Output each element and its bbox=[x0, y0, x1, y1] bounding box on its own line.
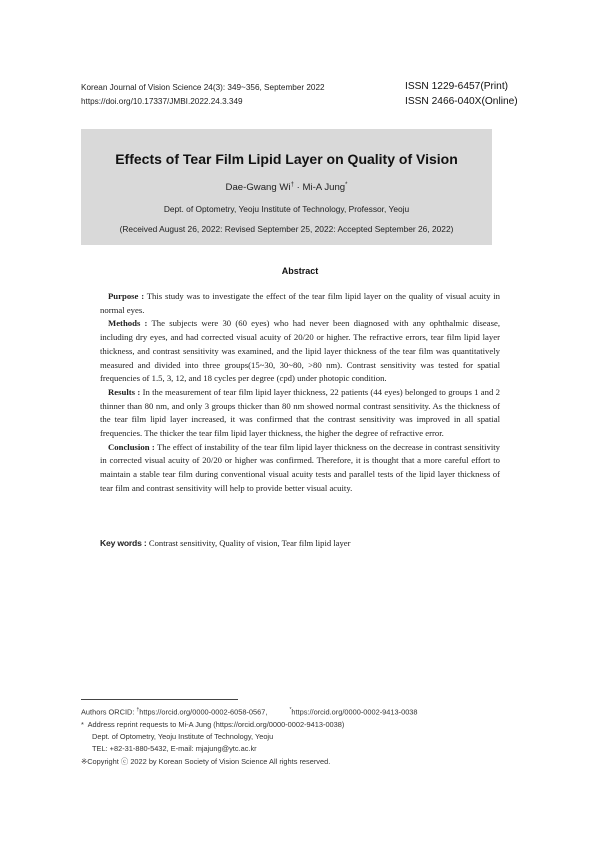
paper-title: Effects of Tear Film Lipid Layer on Quality of Vision bbox=[115, 151, 458, 167]
conclusion-label: Conclusion : bbox=[108, 441, 155, 452]
author-2: Mi-A Jung bbox=[302, 182, 346, 194]
author-1: Dae-Gwang Wi bbox=[225, 182, 291, 194]
reprint-mark: * bbox=[81, 719, 84, 729]
orcid-2-mark: * bbox=[289, 707, 292, 713]
reprint-dept: Dept. of Optometry, Yeoju Institute of Technology, Yeoju bbox=[92, 732, 274, 742]
purpose-text: This study was to investigate the effect of the tear film lipid layer on the quality of visual acuity in normal eyes. bbox=[100, 291, 500, 315]
abstract-conclusion bbox=[100, 441, 500, 496]
methods-text: The subjects were 30 (60 eyes) who had never been diagnosed with any ophthalmic disease, including dry eyes, and had corrected visual acuity of 20/20 or higher. The refractive errors, tear film lipid layer thickness, and contrast sensitivity was examined, and the lipid layer thickness of the tear film was quantitatively measured and divided into three groups(15~30, 30~80, >80 nm). Contrast sensitivity was tested for spatial frequencies of 1.5, 3, 12, and 18 cycles per degree (cpd) under photopic condition. bbox=[100, 318, 500, 384]
conclusion-text: The effect of instability of the tear film lipid layer thickness on the decrease in contrast sensitivity in corrected visual acuity of 20/20 or higher was confirmed. Therefore, it is thought that a more careful effort to maintain a stable tear film during conventional visual acuity tests and parallel tests of the lipid layer thickness of tear film and contrast sensitivity will help to provide better visual acuity. bbox=[100, 441, 500, 493]
author-2-mark: * bbox=[345, 182, 348, 188]
orcid-line bbox=[81, 704, 418, 719]
issn-block bbox=[405, 79, 518, 109]
reprint-request: Address reprint requests to Mi-A Jung (https://orcid.org/0000-0002-9413-0038) bbox=[87, 719, 345, 729]
reprint-contact: TEL: +82-31-880-5432, E-mail: mjajung@ytc.ac.kr bbox=[92, 744, 257, 754]
abstract-heading: Abstract bbox=[281, 266, 319, 276]
footnotes bbox=[81, 704, 418, 768]
journal-line: Korean Journal of Vision Science 24(3): 349~356, September 2022 bbox=[81, 83, 325, 92]
orcid-2-link[interactable]: https://orcid.org/0000-0002-9413-0038 bbox=[291, 707, 418, 717]
author-line bbox=[81, 182, 492, 193]
doi-link[interactable]: https://doi.org/10.17337/JMBI.2022.24.3.349 bbox=[81, 97, 243, 106]
keywords-label: Key words : bbox=[100, 538, 147, 548]
results-text: In the measurement of tear film lipid layer thickness, 22 patients (44 eyes) belonged to groups 1 and 2 thinner than 80 nm, and only 3 groups thicker than 80 nm showed normal contrast sensitivity. As the thickness of the tear film lipid layer increased, it was confirmed that the contrast sensitivity was improved in all spatial frequencies. The thicker the tear film lipid layer thickness, the higher the degree of refractive error. bbox=[100, 386, 501, 439]
methods-label: Methods : bbox=[108, 318, 148, 329]
keywords bbox=[100, 538, 350, 548]
purpose-label: Purpose : bbox=[108, 291, 145, 301]
author-1-mark: † bbox=[290, 182, 294, 188]
copyright: ※Copyright ⓒ 2022 by Korean Society of Vision Science All rights reserved. bbox=[81, 756, 331, 766]
keywords-value: Contrast sensitivity, Quality of vision, Tear film lipid layer bbox=[148, 538, 351, 548]
journal-citation bbox=[81, 81, 325, 109]
title-box bbox=[81, 129, 492, 245]
orcid-1-link[interactable]: https://orcid.org/0000-0002-6058-0567, bbox=[139, 707, 268, 717]
orcid-1-mark: † bbox=[136, 707, 140, 713]
orcid-label: Authors ORCID: bbox=[81, 707, 137, 717]
abstract-methods bbox=[100, 317, 500, 386]
reprint-line bbox=[81, 719, 418, 731]
affiliation: Dept. of Optometry, Yeoju Institute of Technology, Professor, Yeoju bbox=[163, 204, 410, 214]
abstract-results bbox=[100, 386, 500, 441]
footnote-divider bbox=[81, 699, 238, 700]
abstract-purpose bbox=[100, 290, 500, 317]
received-dates: (Received August 26, 2022: Revised September 25, 2022: Accepted September 26, 2022) bbox=[119, 224, 454, 234]
issn-online: ISSN 2466-040X(Online) bbox=[405, 96, 518, 107]
abstract-body bbox=[100, 290, 500, 496]
issn-print: ISSN 1229-6457(Print) bbox=[405, 81, 509, 92]
results-label: Results : bbox=[108, 386, 141, 397]
author-separator: · bbox=[296, 182, 300, 194]
